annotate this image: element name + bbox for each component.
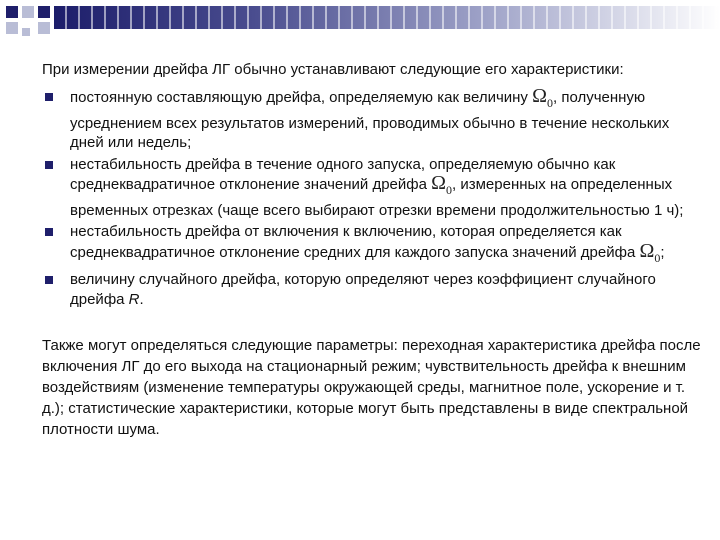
bullet-square-icon [45, 276, 53, 284]
variable-r: R [128, 290, 140, 308]
intro-paragraph: При измерении дрейфа ЛГ обычно устанавливают следующие его характеристики: [42, 61, 624, 78]
bullet-text: , измеренных на определенных временных отрезках (чаще всего выбирают отрезки времени продолжительностью 1 ч); [70, 176, 684, 219]
bullet-square-icon [45, 93, 53, 101]
bullet-text: нестабильность дрейфа от включения к включению, которая определяется как среднеквадратичное отклонение средних для каждого запуска значений дрейфа [70, 223, 640, 261]
omega-symbol: $\Omega_0$ [431, 172, 453, 197]
bullet-item [42, 270, 702, 309]
header-gradient-bar [54, 6, 720, 29]
omega-symbol: $\Omega_0$ [532, 85, 553, 110]
slide-content [42, 58, 702, 455]
omega-symbol: $\Omega_0$ [639, 239, 661, 265]
bullet-item [42, 222, 702, 268]
bullet-text: постоянную составляющую дрейфа, определяемую как величину [70, 89, 533, 106]
bullet-text: величину случайного дрейфа, которую определяют через коэффициент случайного дрейфа [70, 271, 656, 308]
bullet-item [42, 155, 702, 221]
bullet-text: . [139, 290, 144, 308]
bullet-text: нестабильность дрейфа в течение одного запуска, определяемую обычно как среднеквадратичное отклонение значений дрейфа [70, 155, 616, 193]
bullet-text: ; [660, 243, 665, 261]
bullet-item [42, 87, 702, 153]
bullet-square-icon [45, 161, 53, 169]
bullet-square-icon [45, 228, 53, 236]
bullet-list [42, 87, 702, 309]
outro-paragraph: Также могут определяться следующие параметры: переходная характеристика дрейфа после включения ЛГ до его выхода на стационарный режим; чувствительность дрейфа к внешним воздействиям (изменение температуры окружающей среды, магнитное поле, ускорение и т. д.); статистические характеристики, которые могут быть представлены в виде спектральной плотности шума. [42, 337, 701, 438]
bullet-text: , полученную усреднением всех результатов измерений, проводимых обычно в течение нескольких дней или недель; [70, 89, 670, 151]
decorative-squares [0, 0, 60, 44]
